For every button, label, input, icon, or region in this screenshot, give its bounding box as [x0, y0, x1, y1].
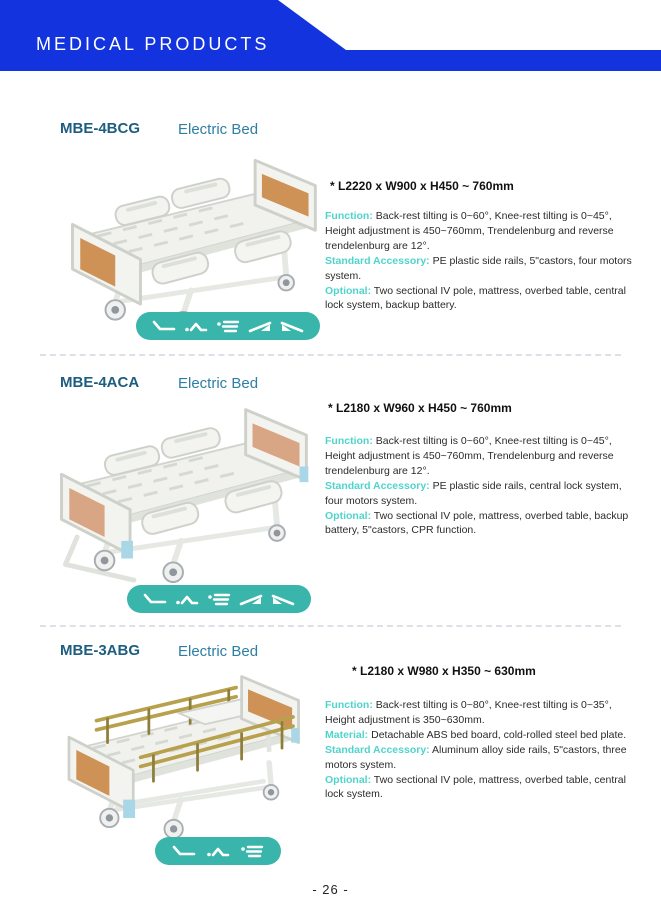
spec-label: Function: — [325, 435, 373, 447]
product-type-label: Electric Bed — [178, 375, 259, 392]
spec-label: Standard Accessory: — [325, 254, 430, 267]
backrest-tilt-icon — [152, 319, 176, 333]
spec-standard-accessory — [325, 743, 635, 773]
section-divider — [40, 625, 621, 627]
product-dimensions: * L2180 x W960 x H450 ~ 760mm — [328, 401, 512, 415]
corner-bumper — [123, 800, 135, 818]
spec-text: Detachable ABS bed board, cold-rolled steel bed plate. — [368, 728, 627, 741]
kneerest-tilt-icon — [175, 592, 199, 606]
spec-optional — [325, 509, 635, 539]
reverse-trendelenburg-icon — [280, 319, 304, 333]
height-adjustment-icon — [240, 844, 264, 858]
product-dimensions: * L2180 x W980 x H350 ~ 630mm — [352, 664, 536, 678]
spec-text: PE plastic side rails, central lock system, four motors system. — [325, 479, 622, 507]
corner-bumper — [291, 728, 299, 743]
product-model: MBE-3ABG — [60, 642, 141, 659]
spec-function — [325, 434, 635, 479]
spec-standard-accessory — [325, 254, 635, 284]
page-number: - 26 - — [312, 882, 349, 897]
spec-text: PE plastic side rails, 5"castors, four motors system. — [325, 254, 632, 282]
spec-text: Two sectional IV pole, mattress, overbed table, central lock system. — [325, 773, 626, 801]
product-type-label: Electric Bed — [178, 121, 259, 138]
bed-illustration-mbe-3abg — [42, 660, 320, 840]
bed-illustration-mbe-4bcg — [55, 138, 327, 338]
spec-optional — [325, 284, 635, 314]
spec-label: Optional: — [325, 509, 372, 522]
spec-text: Two sectional IV pole, mattress, overbed table, central lock system, backup battery. — [325, 284, 626, 312]
trendelenburg-icon — [248, 319, 272, 333]
section-divider — [40, 354, 621, 356]
trendelenburg-icon — [239, 592, 263, 606]
spec-text: Back-rest tilting is 0~80°, Knee-rest tilting is 0~35°, Height adjustment is 350~630mm. — [325, 699, 612, 726]
product-dimensions: * L2220 x W900 x H450 ~ 760mm — [330, 179, 514, 193]
product-specs — [325, 209, 635, 313]
spec-function — [325, 698, 635, 728]
product-type-label: Electric Bed — [178, 643, 259, 660]
spec-material — [325, 728, 635, 743]
spec-label: Standard Accessory: — [325, 743, 430, 756]
spec-label: Optional: — [325, 284, 372, 297]
feature-icon-strip — [127, 585, 311, 613]
feature-icon-strip — [155, 837, 281, 865]
spec-text: Aluminum alloy side rails, 5"castors, three motors system. — [325, 743, 627, 771]
product-specs — [325, 698, 635, 802]
spec-text: Back-rest tilting is 0~60°, Knee-rest tilting is 0~45°, Height adjustment is 450~760mm, Trendelenburg and reverse trendelenburg are 12°. — [325, 210, 614, 252]
spec-label: Material: — [325, 728, 369, 741]
backrest-tilt-icon — [172, 844, 196, 858]
spec-label: Function: — [325, 699, 373, 711]
spec-optional — [325, 773, 635, 803]
spec-label: Standard Accessory: — [325, 479, 430, 492]
corner-bumper — [121, 541, 133, 559]
height-adjustment-icon — [207, 592, 231, 606]
page-title: MEDICAL PRODUCTS — [36, 34, 270, 54]
kneerest-tilt-icon — [206, 844, 230, 858]
spec-function — [325, 209, 635, 254]
feature-icon-strip — [136, 312, 320, 340]
product-model: MBE-4BCG — [60, 120, 141, 137]
spec-label: Optional: — [325, 773, 372, 786]
product-specs — [325, 434, 635, 538]
bed-illustration-mbe-4aca — [42, 392, 320, 584]
product-model: MBE-4ACA — [60, 374, 140, 391]
spec-label: Function: — [325, 210, 373, 222]
kneerest-tilt-icon — [184, 319, 208, 333]
height-adjustment-icon — [216, 319, 240, 333]
spec-text: Back-rest tilting is 0~60°, Knee-rest tilting is 0~45°, Height adjustment is 450~760mm, Trendelenburg and reverse trendelenburg are 12°. — [325, 435, 614, 477]
backrest-tilt-icon — [143, 592, 167, 606]
reverse-trendelenburg-icon — [271, 592, 295, 606]
corner-bumper — [300, 466, 309, 482]
spec-standard-accessory — [325, 479, 635, 509]
spec-text: Two sectional IV pole, mattress, overbed table, backup battery, 5"castors, CPR function. — [325, 509, 629, 537]
